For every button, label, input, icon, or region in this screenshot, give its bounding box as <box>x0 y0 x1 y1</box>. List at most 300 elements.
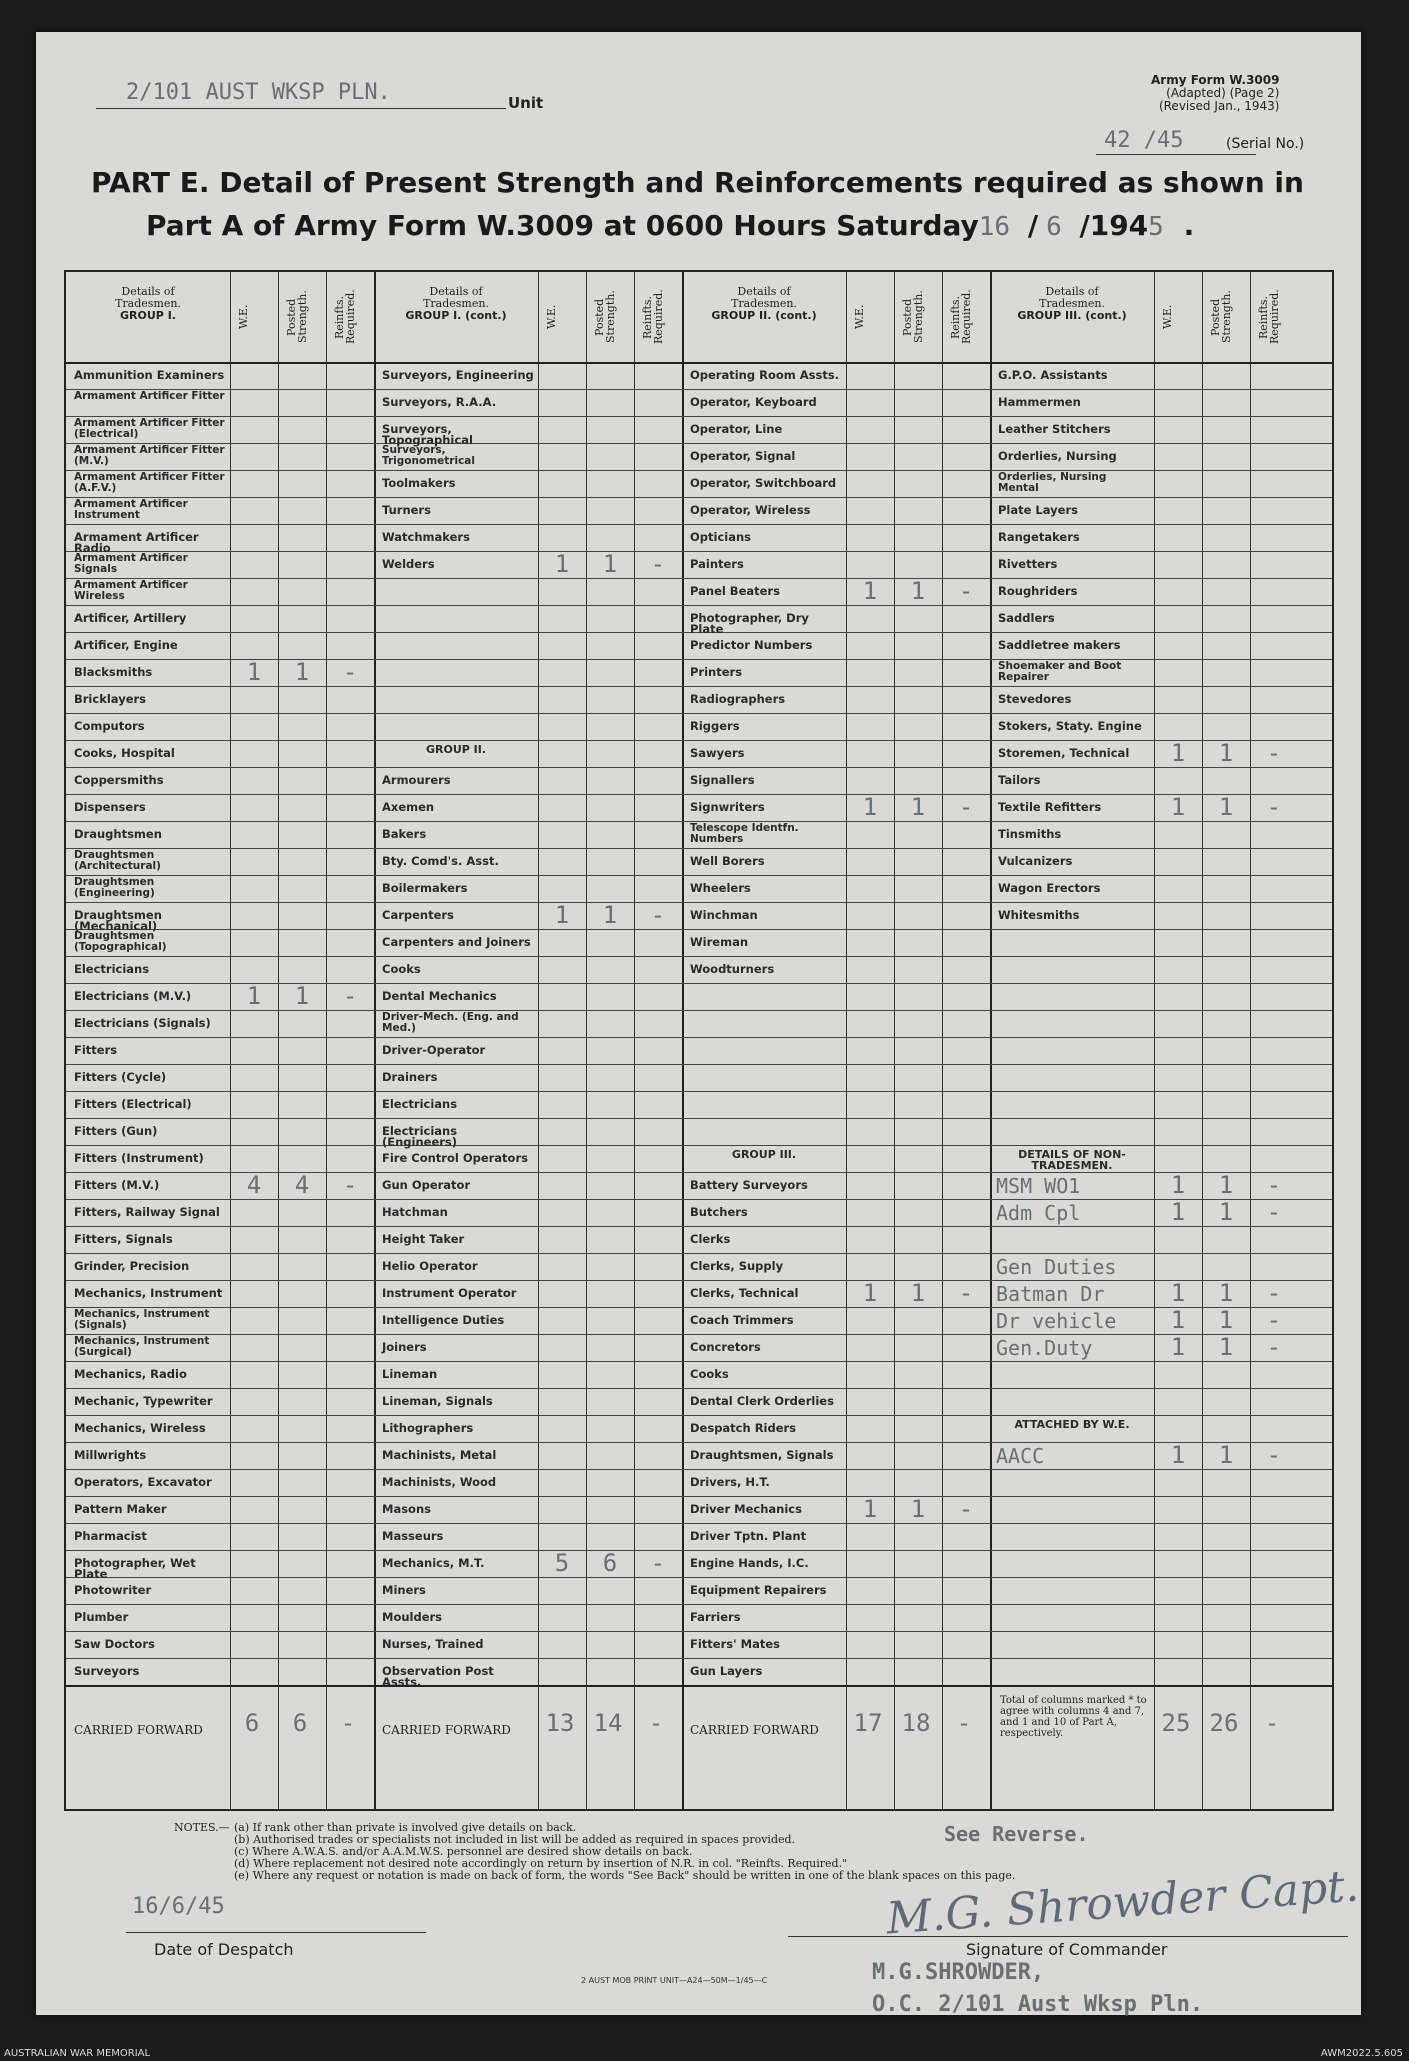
printer-line: 2 AUST MOB PRINT UNIT—A24—50M—1/45—C <box>581 1976 768 1985</box>
trade-label: Fitters (M.V.) <box>74 1178 160 1192</box>
trade-label: Hammermen <box>998 395 1081 409</box>
subcol-header: W.E. <box>1161 304 1174 330</box>
trade-label: Operator, Signal <box>690 449 796 463</box>
carried-forward-value: - <box>648 1709 664 1737</box>
strength-value: 1 <box>1170 1333 1186 1361</box>
row-rule <box>66 1361 1332 1362</box>
date-month: 6 <box>1046 212 1062 242</box>
trade-label: Fitters, Signals <box>74 1232 173 1246</box>
strength-value: - <box>1266 1198 1282 1226</box>
notes-label: NOTES.— <box>174 1821 230 1834</box>
carried-forward-value: 25 <box>1161 1709 1191 1737</box>
strength-value: - <box>342 1171 358 1199</box>
trade-label: Bty. Comd's. Asst. <box>382 854 499 868</box>
strength-value: 1 <box>862 1279 878 1307</box>
row-rule <box>66 956 1332 957</box>
trade-label: Helio Operator <box>382 1259 478 1273</box>
note-b: (b) Authorised trades or specialists not included in list will be added as required in spaces provided. <box>234 1833 796 1846</box>
form-line-3: (Revised Jan., 1943) <box>1158 99 1280 113</box>
col-divider <box>1250 272 1251 1809</box>
commander-name: M.G.SHROWDER, <box>872 1960 1045 1985</box>
form-page <box>36 32 1361 2015</box>
strength-value: 1 <box>1170 739 1186 767</box>
row-rule <box>66 1550 1332 1551</box>
trade-label: Mechanics, Radio <box>74 1367 187 1381</box>
despatch-date: 16/6/45 <box>132 1894 225 1919</box>
trade-label: Battery Surveyors <box>690 1178 808 1192</box>
trade-label: Mechanic, Typewriter <box>74 1394 213 1408</box>
trade-label: Tinsmiths <box>998 827 1062 841</box>
trade-label: Observation Post Assts. <box>382 1664 494 1689</box>
trade-label: Pharmacist <box>74 1529 147 1543</box>
row-rule <box>66 1010 1332 1011</box>
trade-label: Joiners <box>382 1340 427 1354</box>
col-divider <box>846 272 847 1809</box>
trade-label: Plumber <box>74 1610 129 1624</box>
trade-label: Carpenters <box>382 908 454 922</box>
strength-value: 1 <box>1170 1198 1186 1226</box>
column-header <box>374 286 538 322</box>
row-rule <box>66 1307 1332 1308</box>
subcol-header: W.E. <box>545 304 558 330</box>
signature-underline <box>788 1936 1348 1937</box>
trade-label: Driver Mechanics <box>690 1502 802 1516</box>
trade-label: Mechanics, Instrument <box>74 1286 223 1300</box>
trade-label: Artificer, Engine <box>74 638 178 652</box>
strength-value: - <box>342 658 358 686</box>
total-note: Total of columns marked * to agree with columns 4 and 7, and 1 and 10 of Part A, respectively. <box>1000 1695 1147 1739</box>
strength-value: - <box>1266 1171 1282 1199</box>
trade-label: Fitters <box>74 1043 118 1057</box>
trade-label: Vulcanizers <box>998 854 1073 868</box>
col-divider <box>278 272 279 1809</box>
strength-value: 1 <box>602 550 618 578</box>
trade-label: Machinists, Wood <box>382 1475 497 1489</box>
row-rule <box>66 1469 1332 1470</box>
strength-value: 6 <box>602 1549 618 1577</box>
row-rule <box>66 686 1332 687</box>
commander-signature: M.G. Shrowder Capt. <box>884 1860 1361 1945</box>
row-rule <box>66 389 1332 390</box>
strength-value: 4 <box>246 1171 262 1199</box>
note-d: (d) Where replacement not desired note accordingly on return by insertion of N.R. in col. "Reinfts. Required." <box>234 1857 848 1870</box>
typed-entry: MSM WO1 <box>996 1174 1081 1198</box>
header-tradesmen: Tradesmen. <box>115 297 181 310</box>
trade-label: Wireman <box>690 935 749 949</box>
trade-label: Plate Layers <box>998 503 1078 517</box>
strength-value: 1 <box>862 577 878 605</box>
archive-label-left: AUSTRALIAN WAR MEMORIAL <box>4 2048 151 2059</box>
subcol-header: Reinfts. Required. <box>1257 289 1281 345</box>
trade-label: Winchman <box>690 908 758 922</box>
trade-label: Blacksmiths <box>74 665 153 679</box>
strength-value: - <box>650 550 666 578</box>
trade-label: Hatchman <box>382 1205 448 1219</box>
trade-label: Coach Trimmers <box>690 1313 794 1327</box>
trade-label: Operator, Wireless <box>690 503 811 517</box>
row-rule <box>66 713 1332 714</box>
trade-label: Draughtsmen (Engineering) <box>74 876 155 899</box>
typed-entry: AACC <box>996 1444 1045 1468</box>
trade-label: Drivers, H.T. <box>690 1475 770 1489</box>
row-rule <box>66 1145 1332 1146</box>
typed-entry: Adm Cpl <box>996 1201 1081 1225</box>
row-rule <box>66 902 1332 903</box>
trade-label: Cooks <box>690 1367 729 1381</box>
group-divider <box>682 272 684 1809</box>
trade-label: Mechanics, Instrument (Surgical) <box>74 1335 210 1358</box>
strength-value: 5 <box>554 1549 570 1577</box>
strength-value: - <box>1266 1333 1282 1361</box>
strength-value: - <box>958 793 974 821</box>
strength-value: - <box>958 577 974 605</box>
date-end: . <box>1183 209 1195 242</box>
column-header <box>682 286 846 322</box>
row-rule <box>66 1442 1332 1443</box>
row-rule <box>66 1658 1332 1659</box>
strength-value: 1 <box>1218 1333 1234 1361</box>
typed-entry: Gen Duties <box>996 1255 1117 1279</box>
strength-value: 1 <box>910 577 926 605</box>
row-rule <box>66 1091 1332 1092</box>
strength-value: 1 <box>1170 1306 1186 1334</box>
title-line-2-prefix: Part A of Army Form W.3009 at 0600 Hours Saturday <box>146 209 979 242</box>
row-rule <box>66 605 1332 606</box>
trade-label: Engine Hands, I.C. <box>690 1556 809 1570</box>
trade-label: Boilermakers <box>382 881 468 895</box>
trade-label: Saw Doctors <box>74 1637 155 1651</box>
trade-label: Armament Artificer Instrument <box>74 498 188 521</box>
carried-forward-value: 13 <box>545 1709 575 1737</box>
trade-label: Drainers <box>382 1070 438 1084</box>
trade-label: Masons <box>382 1502 431 1516</box>
trade-label: Armament Artificer Signals <box>74 552 188 575</box>
row-rule <box>66 740 1332 741</box>
trade-label: Predictor Numbers <box>690 638 813 652</box>
strength-value: - <box>1266 793 1282 821</box>
trade-label: Photowriter <box>74 1583 152 1597</box>
carried-forward-value: 6 <box>244 1709 260 1737</box>
col-divider <box>1154 272 1155 1809</box>
strength-value: 1 <box>1218 1441 1234 1469</box>
trade-label: Wagon Erectors <box>998 881 1101 895</box>
group-heading: ATTACHED BY W.E. <box>1014 1418 1130 1431</box>
trade-label: Fitters (Electrical) <box>74 1097 192 1111</box>
row-rule <box>66 929 1332 930</box>
trade-label: Armourers <box>382 773 451 787</box>
trade-label: Axemen <box>382 800 435 814</box>
commander-unit: O.C. 2/101 Aust Wksp Pln. <box>872 1992 1204 2017</box>
strength-value: - <box>342 982 358 1010</box>
trade-label: Nurses, Trained <box>382 1637 484 1651</box>
strength-value: 1 <box>1170 1279 1186 1307</box>
subcol-header: Reinfts. Required. <box>333 289 357 345</box>
trade-label: Armament Artificer Fitter <box>74 390 225 402</box>
header-group: GROUP I. (cont.) <box>405 309 507 322</box>
row-rule <box>66 443 1332 444</box>
row-rule <box>66 1415 1332 1416</box>
header-details: Details of <box>737 285 791 298</box>
trade-label: Bricklayers <box>74 692 147 706</box>
trade-label: Opticians <box>690 530 751 544</box>
row-rule <box>66 875 1332 876</box>
row-rule <box>66 470 1332 471</box>
typed-entry: Batman Dr <box>996 1282 1105 1306</box>
strength-value: - <box>958 1495 974 1523</box>
trade-label: Shoemaker and Boot Repairer <box>998 660 1122 683</box>
strength-value: 1 <box>910 1279 926 1307</box>
serial-underline <box>1096 154 1256 155</box>
header-group: GROUP III. (cont.) <box>1017 309 1127 322</box>
trade-label: Height Taker <box>382 1232 465 1246</box>
col-divider <box>942 272 943 1809</box>
trade-label: Storemen, Technical <box>998 746 1130 760</box>
subcol-header: Posted Strength. <box>901 290 925 344</box>
carried-forward-value: - <box>1264 1709 1280 1737</box>
date-year: 5 <box>1148 212 1164 242</box>
trade-label: Gun Operator <box>382 1178 471 1192</box>
trade-label: Radiographers <box>690 692 786 706</box>
col-divider <box>586 272 587 1809</box>
strength-value: 1 <box>602 901 618 929</box>
typed-entry: Gen.Duty <box>996 1336 1093 1360</box>
strength-value: 1 <box>1218 1279 1234 1307</box>
trade-label: Computors <box>74 719 145 733</box>
column-header <box>990 286 1154 322</box>
trade-label: Cooks, Hospital <box>74 746 175 760</box>
carried-forward-label: CARRIED FORWARD <box>690 1723 819 1737</box>
trade-label: Operator, Keyboard <box>690 395 817 409</box>
trade-label: Orderlies, Nursing Mental <box>998 471 1107 494</box>
col-divider <box>634 272 635 1809</box>
trade-label: Panel Beaters <box>690 584 780 598</box>
header-details: Details of <box>121 285 175 298</box>
trade-label: Operator, Switchboard <box>690 476 837 490</box>
trade-label: Photographer, Wet Plate <box>74 1556 196 1581</box>
carried-forward-value: 18 <box>901 1709 931 1737</box>
title-line-2 <box>146 209 1194 242</box>
trade-label: Driver-Mech. (Eng. and Med.) <box>382 1011 519 1034</box>
header-tradesmen: Tradesmen. <box>423 297 489 310</box>
trade-label: Driver-Operator <box>382 1043 486 1057</box>
trade-label: Saddletree makers <box>998 638 1121 652</box>
trade-label: Driver Tptn. Plant <box>690 1529 807 1543</box>
trade-label: Armament Artificer Radio <box>74 530 199 555</box>
trade-label: Stokers, Staty. Engine <box>998 719 1142 733</box>
unit-underline <box>96 108 506 109</box>
trade-label: Ammunition Examiners <box>74 368 225 382</box>
trade-label: Electricians <box>74 962 150 976</box>
strength-value: 1 <box>862 793 878 821</box>
row-rule <box>66 1496 1332 1497</box>
trade-label: Turners <box>382 503 431 517</box>
row-rule <box>66 1334 1332 1335</box>
strength-value: 1 <box>246 982 262 1010</box>
trade-label: Clerks, Supply <box>690 1259 784 1273</box>
trade-label: Draughtsmen, Signals <box>690 1448 834 1462</box>
row-rule <box>66 1226 1332 1227</box>
strength-value: 1 <box>1218 793 1234 821</box>
trade-label: Instrument Operator <box>382 1286 517 1300</box>
date-sep-2: /194 <box>1079 209 1149 242</box>
row-rule <box>66 794 1332 795</box>
trade-label: Concretors <box>690 1340 761 1354</box>
despatch-label: Date of Despatch <box>154 1940 294 1959</box>
trade-label: Coppersmiths <box>74 773 164 787</box>
carried-forward-value: 14 <box>593 1709 623 1737</box>
group-heading: DETAILS OF NON-TRADESMEN. <box>1018 1148 1126 1172</box>
trade-label: Draughtsmen (Architectural) <box>74 849 161 872</box>
trade-label: Printers <box>690 665 743 679</box>
trade-label: Electricians <box>382 1097 458 1111</box>
trade-label: Fitters (Gun) <box>74 1124 158 1138</box>
header-tradesmen: Tradesmen. <box>731 297 797 310</box>
subcol-header: W.E. <box>237 304 250 330</box>
strength-value: 1 <box>1170 1171 1186 1199</box>
row-rule <box>66 551 1332 552</box>
trade-label: Clerks, Technical <box>690 1286 799 1300</box>
header-group: GROUP II. (cont.) <box>711 309 817 322</box>
row-rule <box>66 1064 1332 1065</box>
trade-label: Artificer, Artillery <box>74 611 187 625</box>
trade-label: Woodturners <box>690 962 775 976</box>
col-divider <box>230 272 231 1809</box>
row-rule <box>66 1631 1332 1632</box>
trade-label: Rivetters <box>998 557 1058 571</box>
subcol-header: Posted Strength. <box>1209 290 1233 344</box>
trade-label: Electricians (Engineers) <box>382 1124 458 1149</box>
trade-label: Armament Artificer Wireless <box>74 579 188 602</box>
row-rule <box>66 1280 1332 1281</box>
strength-value: 1 <box>1170 1441 1186 1469</box>
row-rule <box>66 1118 1332 1119</box>
form-line-2: (Adapted) (Page 2) <box>1166 86 1280 100</box>
subcol-header: Posted Strength. <box>285 290 309 344</box>
note-c: (c) Where A.W.A.S. and/or A.A.M.W.S. personnel are desired show details on back. <box>234 1845 693 1858</box>
trade-label: Stevedores <box>998 692 1072 706</box>
trade-label: Gun Layers <box>690 1664 763 1678</box>
row-rule <box>66 1037 1332 1038</box>
trade-label: Clerks <box>690 1232 731 1246</box>
row-rule <box>66 578 1332 579</box>
trade-label: Dental Clerk Orderlies <box>690 1394 834 1408</box>
typed-entry: Dr vehicle <box>996 1309 1117 1333</box>
column-header <box>66 286 230 322</box>
col-divider <box>326 272 327 1809</box>
trade-label: Draughtsmen (Mechanical) <box>74 908 162 933</box>
trade-label: Surveyors, Trigonometrical <box>382 444 475 467</box>
col-divider <box>538 272 539 1809</box>
date-day: 16 <box>978 212 1011 242</box>
trade-label: Farriers <box>690 1610 741 1624</box>
strength-value: 1 <box>294 658 310 686</box>
strength-value: 1 <box>910 1495 926 1523</box>
header-group: GROUP I. <box>120 309 176 322</box>
trade-label: Telescope Identfn. Numbers <box>690 822 799 845</box>
col-divider <box>894 272 895 1809</box>
trade-label: Fitters (Cycle) <box>74 1070 167 1084</box>
strength-value: 1 <box>910 793 926 821</box>
trade-label: Signallers <box>690 773 755 787</box>
row-rule <box>66 767 1332 768</box>
header-details: Details of <box>429 285 483 298</box>
carried-forward-value: - <box>956 1709 972 1737</box>
trade-label: Saddlers <box>998 611 1055 625</box>
trade-label: Surveyors, R.A.A. <box>382 395 497 409</box>
trade-label: Well Borers <box>690 854 765 868</box>
trade-label: Moulders <box>382 1610 443 1624</box>
group-heading: GROUP II. <box>425 743 487 756</box>
trade-label: Operator, Line <box>690 422 783 436</box>
trade-label: Operating Room Assts. <box>690 368 840 382</box>
trade-label: Sawyers <box>690 746 745 760</box>
strength-value: - <box>650 901 666 929</box>
trade-label: Signwriters <box>690 800 765 814</box>
trade-label: Fitters, Railway Signal <box>74 1205 220 1219</box>
trade-label: Miners <box>382 1583 426 1597</box>
despatch-underline <box>126 1932 426 1933</box>
form-number <box>1151 74 1279 113</box>
strength-value: 1 <box>1218 1171 1234 1199</box>
strength-value: 1 <box>294 982 310 1010</box>
strength-value: - <box>1266 1441 1282 1469</box>
trade-label: Leather Stitchers <box>998 422 1111 436</box>
subcol-header: W.E. <box>853 304 866 330</box>
trade-label: Operators, Excavator <box>74 1475 212 1489</box>
trade-label: Wheelers <box>690 881 751 895</box>
strength-value: - <box>1266 1279 1282 1307</box>
form-line-1: Army Form W.3009 <box>1151 73 1280 87</box>
strength-value: - <box>958 1279 974 1307</box>
trade-label: Surveyors, Engineering <box>382 368 534 382</box>
trade-label: Whitesmiths <box>998 908 1080 922</box>
carried-forward-label: CARRIED FORWARD <box>74 1723 203 1737</box>
trade-label: Photographer, Dry Plate <box>690 611 809 636</box>
row-rule <box>66 1253 1332 1254</box>
trade-label: Pattern Maker <box>74 1502 167 1516</box>
trade-label: Tailors <box>998 773 1041 787</box>
trade-label: Bakers <box>382 827 427 841</box>
trade-label: Mechanics, Instrument (Signals) <box>74 1308 210 1331</box>
trade-label: Lithographers <box>382 1421 474 1435</box>
trade-label: Equipment Repairers <box>690 1583 827 1597</box>
trade-label: Roughriders <box>998 584 1078 598</box>
group-heading: GROUP III. <box>731 1148 797 1161</box>
trade-label: Surveyors <box>74 1664 140 1678</box>
strength-value: 1 <box>862 1495 878 1523</box>
strength-value: 1 <box>554 550 570 578</box>
trade-label: Painters <box>690 557 744 571</box>
strength-value: - <box>1266 1306 1282 1334</box>
trade-label: Masseurs <box>382 1529 444 1543</box>
trade-label: Carpenters and Joiners <box>382 935 531 949</box>
note-e: (e) Where any request or notation is made on back of form, the words "See Back" should be written in one of the blank spaces on this page. <box>234 1869 1016 1882</box>
trade-label: Millwrights <box>74 1448 147 1462</box>
subcol-header: Posted Strength. <box>593 290 617 344</box>
group-divider <box>990 272 992 1809</box>
trade-label: Toolmakers <box>382 476 456 490</box>
trade-label: Welders <box>382 557 435 571</box>
carried-forward-value: 17 <box>853 1709 883 1737</box>
trade-label: Dental Mechanics <box>382 989 497 1003</box>
row-rule <box>66 1199 1332 1200</box>
strength-value: - <box>1266 739 1282 767</box>
date-sep-1: / <box>1027 209 1039 242</box>
strength-value: 1 <box>1218 1306 1234 1334</box>
strength-value: - <box>650 1549 666 1577</box>
trade-label: Watchmakers <box>382 530 470 544</box>
trade-label: Grinder, Precision <box>74 1259 190 1273</box>
